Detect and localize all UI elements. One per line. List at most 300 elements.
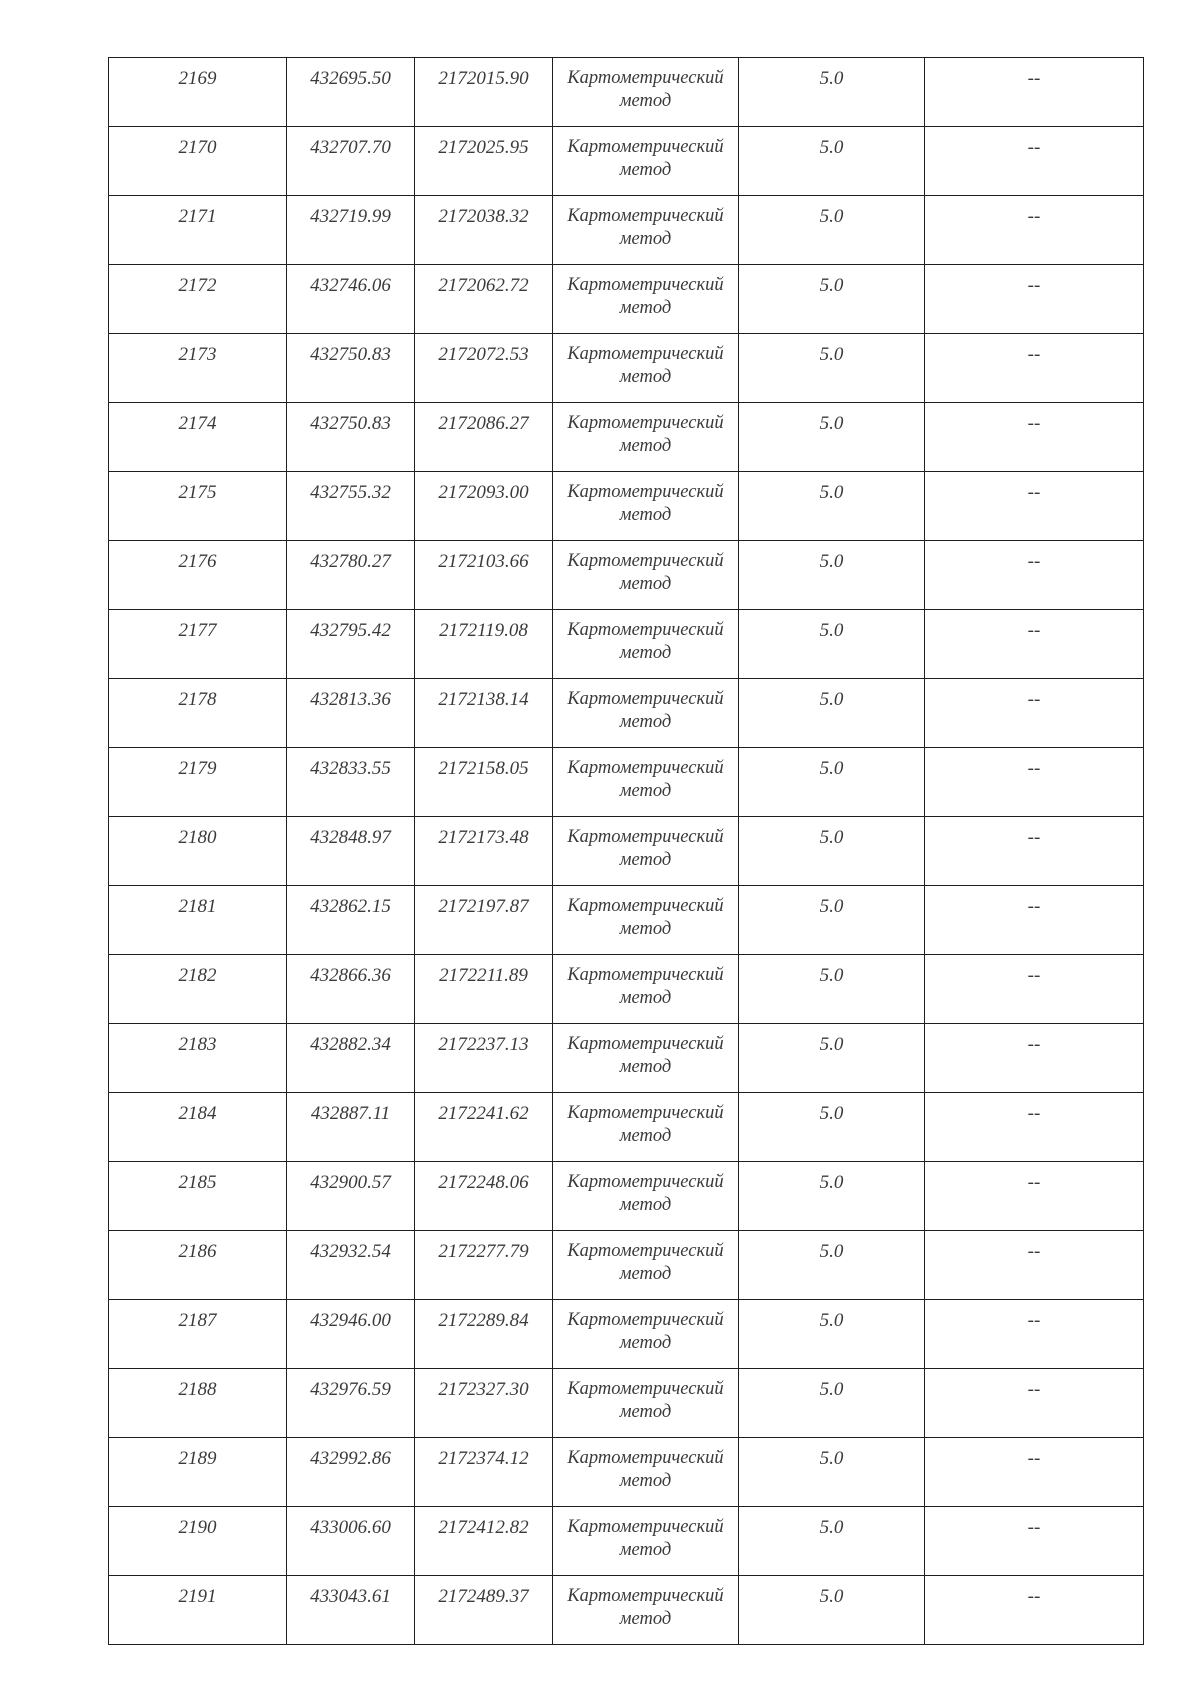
method-line-2: метод: [619, 505, 672, 525]
x-coordinate-cell: [287, 1369, 415, 1438]
table-row: [109, 610, 1144, 679]
method-cell: [553, 334, 739, 403]
accuracy-text: 5.0: [819, 1310, 844, 1331]
x-coordinate-text: 432976.59: [310, 1379, 391, 1400]
accuracy-text: 5.0: [819, 965, 844, 986]
point-number-cell: [109, 817, 287, 886]
method-line-1: Картометрический: [567, 620, 724, 640]
table-row: [109, 1231, 1144, 1300]
method-line-2: метод: [619, 298, 672, 318]
method-cell: [553, 817, 739, 886]
description-cell: [925, 817, 1144, 886]
accuracy-text: 5.0: [819, 620, 844, 641]
x-coordinate-text: 432848.97: [310, 827, 391, 848]
description-cell: [925, 1300, 1144, 1369]
table-row: [109, 679, 1144, 748]
y-coordinate-text: 2172327.30: [438, 1379, 529, 1400]
x-coordinate-cell: [287, 1507, 415, 1576]
accuracy-cell: [739, 610, 925, 679]
y-coordinate-cell: [415, 403, 553, 472]
description-cell: [925, 334, 1144, 403]
y-coordinate-cell: [415, 955, 553, 1024]
method-line-1: Картометрический: [567, 827, 724, 847]
y-coordinate-cell: [415, 541, 553, 610]
table-row: [109, 1162, 1144, 1231]
y-coordinate-text: 2172374.12: [438, 1448, 529, 1469]
point-number-cell: [109, 679, 287, 748]
description-cell: [925, 1369, 1144, 1438]
method-line-2: метод: [619, 850, 672, 870]
y-coordinate-cell: [415, 1438, 553, 1507]
accuracy-text: 5.0: [819, 1586, 844, 1607]
method-line-1: Картометрический: [567, 482, 724, 502]
method-line-2: метод: [619, 643, 672, 663]
description-cell: [925, 403, 1144, 472]
y-coordinate-cell: [415, 1162, 553, 1231]
table-row: [109, 1300, 1144, 1369]
x-coordinate-text: 432946.00: [310, 1310, 391, 1331]
method-text: [553, 127, 738, 182]
accuracy-text: 5.0: [819, 413, 844, 434]
method-cell: [553, 127, 739, 196]
point-number-text: 2184: [178, 1103, 217, 1124]
x-coordinate-text: 432750.83: [310, 413, 391, 434]
method-cell: [553, 1300, 739, 1369]
x-coordinate-text: 432900.57: [310, 1172, 391, 1193]
method-line-2: метод: [619, 1057, 672, 1077]
point-number-text: 2177: [178, 620, 217, 641]
table-row: [109, 1093, 1144, 1162]
x-coordinate-cell: [287, 1300, 415, 1369]
description-cell: [925, 1438, 1144, 1507]
point-number-cell: [109, 1438, 287, 1507]
description-cell: [925, 679, 1144, 748]
description-text: --: [1027, 1586, 1041, 1607]
method-line-2: метод: [619, 712, 672, 732]
accuracy-cell: [739, 1093, 925, 1162]
point-number-cell: [109, 265, 287, 334]
accuracy-cell: [739, 265, 925, 334]
table-row: [109, 1438, 1144, 1507]
description-cell: [925, 265, 1144, 334]
accuracy-text: 5.0: [819, 1379, 844, 1400]
point-number-text: 2169: [178, 68, 217, 89]
x-coordinate-cell: [287, 1438, 415, 1507]
method-cell: [553, 403, 739, 472]
accuracy-cell: [739, 1162, 925, 1231]
description-text: --: [1027, 1034, 1041, 1055]
description-text: --: [1027, 689, 1041, 710]
accuracy-text: 5.0: [819, 1517, 844, 1538]
accuracy-text: 5.0: [819, 689, 844, 710]
table-row: [109, 265, 1144, 334]
method-line-1: Картометрический: [567, 689, 724, 709]
y-coordinate-cell: [415, 1231, 553, 1300]
method-line-1: Картометрический: [567, 896, 724, 916]
x-coordinate-cell: [287, 58, 415, 127]
y-coordinate-cell: [415, 196, 553, 265]
accuracy-cell: [739, 127, 925, 196]
accuracy-text: 5.0: [819, 137, 844, 158]
table-row: [109, 196, 1144, 265]
point-number-text: 2181: [178, 896, 217, 917]
accuracy-cell: [739, 334, 925, 403]
y-coordinate-cell: [415, 679, 553, 748]
x-coordinate-text: 433006.60: [310, 1517, 391, 1538]
method-line-2: метод: [619, 91, 672, 111]
accuracy-text: 5.0: [819, 1034, 844, 1055]
method-text: [553, 541, 738, 596]
accuracy-text: 5.0: [819, 206, 844, 227]
method-text: [553, 1507, 738, 1562]
coordinates-table-body: [109, 58, 1144, 1645]
method-line-1: Картометрический: [567, 413, 724, 433]
accuracy-cell: [739, 1438, 925, 1507]
y-coordinate-cell: [415, 1024, 553, 1093]
method-cell: [553, 1162, 739, 1231]
y-coordinate-text: 2172103.66: [438, 551, 529, 572]
accuracy-text: 5.0: [819, 68, 844, 89]
point-number-cell: [109, 1093, 287, 1162]
x-coordinate-text: 432780.27: [310, 551, 391, 572]
description-text: --: [1027, 1241, 1041, 1262]
description-text: --: [1027, 206, 1041, 227]
method-line-2: метод: [619, 1333, 672, 1353]
x-coordinate-cell: [287, 334, 415, 403]
description-text: --: [1027, 344, 1041, 365]
accuracy-text: 5.0: [819, 758, 844, 779]
point-number-text: 2170: [178, 137, 217, 158]
x-coordinate-cell: [287, 1576, 415, 1645]
point-number-cell: [109, 1231, 287, 1300]
point-number-text: 2179: [178, 758, 217, 779]
y-coordinate-cell: [415, 1576, 553, 1645]
point-number-text: 2182: [178, 965, 217, 986]
x-coordinate-cell: [287, 886, 415, 955]
y-coordinate-cell: [415, 58, 553, 127]
y-coordinate-text: 2172237.13: [438, 1034, 529, 1055]
description-cell: [925, 955, 1144, 1024]
accuracy-text: 5.0: [819, 1448, 844, 1469]
method-line-2: метод: [619, 229, 672, 249]
method-text: [553, 1231, 738, 1286]
method-cell: [553, 58, 739, 127]
y-coordinate-text: 2172138.14: [438, 689, 529, 710]
y-coordinate-text: 2172248.06: [438, 1172, 529, 1193]
method-text: [553, 610, 738, 665]
description-cell: [925, 886, 1144, 955]
point-number-cell: [109, 748, 287, 817]
point-number-cell: [109, 127, 287, 196]
point-number-cell: [109, 334, 287, 403]
x-coordinate-cell: [287, 1024, 415, 1093]
point-number-cell: [109, 1507, 287, 1576]
table-row: [109, 472, 1144, 541]
x-coordinate-text: 432932.54: [310, 1241, 391, 1262]
accuracy-text: 5.0: [819, 1241, 844, 1262]
y-coordinate-cell: [415, 1369, 553, 1438]
method-line-2: метод: [619, 160, 672, 180]
description-cell: [925, 196, 1144, 265]
method-cell: [553, 679, 739, 748]
x-coordinate-cell: [287, 403, 415, 472]
description-text: --: [1027, 620, 1041, 641]
x-coordinate-text: 432833.55: [310, 758, 391, 779]
y-coordinate-cell: [415, 1093, 553, 1162]
method-line-1: Картометрический: [567, 344, 724, 364]
method-cell: [553, 472, 739, 541]
description-cell: [925, 1093, 1144, 1162]
description-text: --: [1027, 137, 1041, 158]
method-text: [553, 472, 738, 527]
point-number-text: 2180: [178, 827, 217, 848]
point-number-text: 2174: [178, 413, 217, 434]
point-number-text: 2189: [178, 1448, 217, 1469]
method-text: [553, 955, 738, 1010]
accuracy-text: 5.0: [819, 275, 844, 296]
x-coordinate-cell: [287, 1231, 415, 1300]
x-coordinate-text: 432813.36: [310, 689, 391, 710]
accuracy-cell: [739, 1300, 925, 1369]
y-coordinate-text: 2172062.72: [438, 275, 529, 296]
description-text: --: [1027, 965, 1041, 986]
x-coordinate-text: 432719.99: [310, 206, 391, 227]
description-cell: [925, 127, 1144, 196]
method-cell: [553, 1576, 739, 1645]
description-text: --: [1027, 1103, 1041, 1124]
method-text: [553, 748, 738, 803]
method-line-2: метод: [619, 367, 672, 387]
x-coordinate-cell: [287, 679, 415, 748]
accuracy-text: 5.0: [819, 551, 844, 572]
method-cell: [553, 541, 739, 610]
x-coordinate-text: 432707.70: [310, 137, 391, 158]
table-row: [109, 817, 1144, 886]
method-line-1: Картометрический: [567, 758, 724, 778]
table-row: [109, 1024, 1144, 1093]
method-cell: [553, 1231, 739, 1300]
y-coordinate-text: 2172072.53: [438, 344, 529, 365]
y-coordinate-text: 2172025.95: [438, 137, 529, 158]
description-text: --: [1027, 1517, 1041, 1538]
table-row: [109, 1369, 1144, 1438]
description-cell: [925, 1231, 1144, 1300]
method-text: [553, 1162, 738, 1217]
x-coordinate-text: 433043.61: [310, 1586, 391, 1607]
method-line-2: метод: [619, 1195, 672, 1215]
accuracy-cell: [739, 1024, 925, 1093]
point-number-cell: [109, 955, 287, 1024]
method-line-1: Картометрический: [567, 1241, 724, 1261]
x-coordinate-text: 432750.83: [310, 344, 391, 365]
method-cell: [553, 955, 739, 1024]
table-row: [109, 886, 1144, 955]
x-coordinate-cell: [287, 1093, 415, 1162]
y-coordinate-cell: [415, 886, 553, 955]
x-coordinate-text: 432862.15: [310, 896, 391, 917]
description-cell: [925, 1024, 1144, 1093]
method-line-1: Картометрический: [567, 1586, 724, 1606]
description-text: --: [1027, 1172, 1041, 1193]
method-line-2: метод: [619, 988, 672, 1008]
method-text: [553, 1369, 738, 1424]
x-coordinate-text: 432795.42: [310, 620, 391, 641]
table-row: [109, 403, 1144, 472]
x-coordinate-text: 432695.50: [310, 68, 391, 89]
description-cell: [925, 472, 1144, 541]
method-line-1: Картометрический: [567, 1379, 724, 1399]
y-coordinate-text: 2172197.87: [438, 896, 529, 917]
y-coordinate-text: 2172277.79: [438, 1241, 529, 1262]
method-line-1: Картометрический: [567, 68, 724, 88]
description-text: --: [1027, 413, 1041, 434]
y-coordinate-cell: [415, 1300, 553, 1369]
point-number-cell: [109, 886, 287, 955]
x-coordinate-text: 432755.32: [310, 482, 391, 503]
y-coordinate-cell: [415, 1507, 553, 1576]
method-line-1: Картометрический: [567, 275, 724, 295]
accuracy-cell: [739, 748, 925, 817]
point-number-text: 2188: [178, 1379, 217, 1400]
method-text: [553, 1438, 738, 1493]
y-coordinate-text: 2172119.08: [439, 620, 528, 641]
y-coordinate-text: 2172158.05: [438, 758, 529, 779]
x-coordinate-text: 432992.86: [310, 1448, 391, 1469]
coordinates-table: [108, 57, 1144, 1645]
description-text: --: [1027, 275, 1041, 296]
method-text: [553, 817, 738, 872]
point-number-text: 2183: [178, 1034, 217, 1055]
method-line-2: метод: [619, 919, 672, 939]
description-cell: [925, 1162, 1144, 1231]
x-coordinate-cell: [287, 955, 415, 1024]
point-number-text: 2185: [178, 1172, 217, 1193]
method-line-2: метод: [619, 574, 672, 594]
description-text: --: [1027, 827, 1041, 848]
method-text: [553, 265, 738, 320]
point-number-text: 2190: [178, 1517, 217, 1538]
table-row: [109, 541, 1144, 610]
point-number-cell: [109, 1024, 287, 1093]
accuracy-cell: [739, 1507, 925, 1576]
accuracy-cell: [739, 679, 925, 748]
point-number-cell: [109, 472, 287, 541]
accuracy-cell: [739, 1576, 925, 1645]
accuracy-text: 5.0: [819, 1172, 844, 1193]
y-coordinate-text: 2172086.27: [438, 413, 529, 434]
method-line-2: метод: [619, 1264, 672, 1284]
accuracy-cell: [739, 1231, 925, 1300]
description-text: --: [1027, 1379, 1041, 1400]
method-line-2: метод: [619, 1471, 672, 1491]
x-coordinate-text: 432882.34: [310, 1034, 391, 1055]
method-line-1: Картометрический: [567, 551, 724, 571]
method-line-2: метод: [619, 1609, 672, 1629]
point-number-cell: [109, 541, 287, 610]
y-coordinate-cell: [415, 817, 553, 886]
y-coordinate-text: 2172015.90: [438, 68, 529, 89]
y-coordinate-text: 2172173.48: [438, 827, 529, 848]
method-line-1: Картометрический: [567, 1172, 724, 1192]
method-line-1: Картометрический: [567, 1103, 724, 1123]
method-line-2: метод: [619, 436, 672, 456]
accuracy-text: 5.0: [819, 896, 844, 917]
method-line-2: метод: [619, 781, 672, 801]
method-cell: [553, 1507, 739, 1576]
accuracy-text: 5.0: [819, 1103, 844, 1124]
accuracy-cell: [739, 1369, 925, 1438]
point-number-text: 2178: [178, 689, 217, 710]
description-text: --: [1027, 1448, 1041, 1469]
method-line-1: Картометрический: [567, 1310, 724, 1330]
point-number-cell: [109, 1162, 287, 1231]
description-text: --: [1027, 551, 1041, 572]
point-number-cell: [109, 1576, 287, 1645]
point-number-text: 2187: [178, 1310, 217, 1331]
y-coordinate-text: 2172038.32: [438, 206, 529, 227]
method-text: [553, 679, 738, 734]
accuracy-cell: [739, 403, 925, 472]
point-number-text: 2173: [178, 344, 217, 365]
x-coordinate-text: 432866.36: [310, 965, 391, 986]
point-number-text: 2191: [178, 1586, 217, 1607]
x-coordinate-cell: [287, 541, 415, 610]
accuracy-text: 5.0: [819, 827, 844, 848]
method-text: [553, 1576, 738, 1631]
method-text: [553, 58, 738, 113]
x-coordinate-text: 432887.11: [310, 1103, 391, 1124]
table-row: [109, 1507, 1144, 1576]
point-number-cell: [109, 610, 287, 679]
point-number-cell: [109, 1300, 287, 1369]
description-cell: [925, 610, 1144, 679]
description-cell: [925, 1576, 1144, 1645]
y-coordinate-cell: [415, 265, 553, 334]
method-line-1: Картометрический: [567, 206, 724, 226]
method-line-1: Картометрический: [567, 1034, 724, 1054]
method-line-1: Картометрический: [567, 1448, 724, 1468]
accuracy-cell: [739, 196, 925, 265]
description-cell: [925, 541, 1144, 610]
method-text: [553, 196, 738, 251]
x-coordinate-cell: [287, 265, 415, 334]
method-text: [553, 1093, 738, 1148]
y-coordinate-cell: [415, 610, 553, 679]
x-coordinate-cell: [287, 127, 415, 196]
accuracy-cell: [739, 58, 925, 127]
point-number-cell: [109, 58, 287, 127]
table-row: [109, 1576, 1144, 1645]
table-row: [109, 955, 1144, 1024]
description-text: --: [1027, 758, 1041, 779]
method-text: [553, 403, 738, 458]
point-number-text: 2186: [178, 1241, 217, 1262]
accuracy-text: 5.0: [819, 344, 844, 365]
method-line-2: метод: [619, 1402, 672, 1422]
point-number-text: 2175: [178, 482, 217, 503]
method-cell: [553, 196, 739, 265]
x-coordinate-cell: [287, 1162, 415, 1231]
description-text: --: [1027, 68, 1041, 89]
method-text: [553, 1024, 738, 1079]
y-coordinate-cell: [415, 748, 553, 817]
description-cell: [925, 1507, 1144, 1576]
method-cell: [553, 1093, 739, 1162]
point-number-text: 2172: [178, 275, 217, 296]
table-row: [109, 748, 1144, 817]
method-cell: [553, 610, 739, 679]
accuracy-cell: [739, 886, 925, 955]
